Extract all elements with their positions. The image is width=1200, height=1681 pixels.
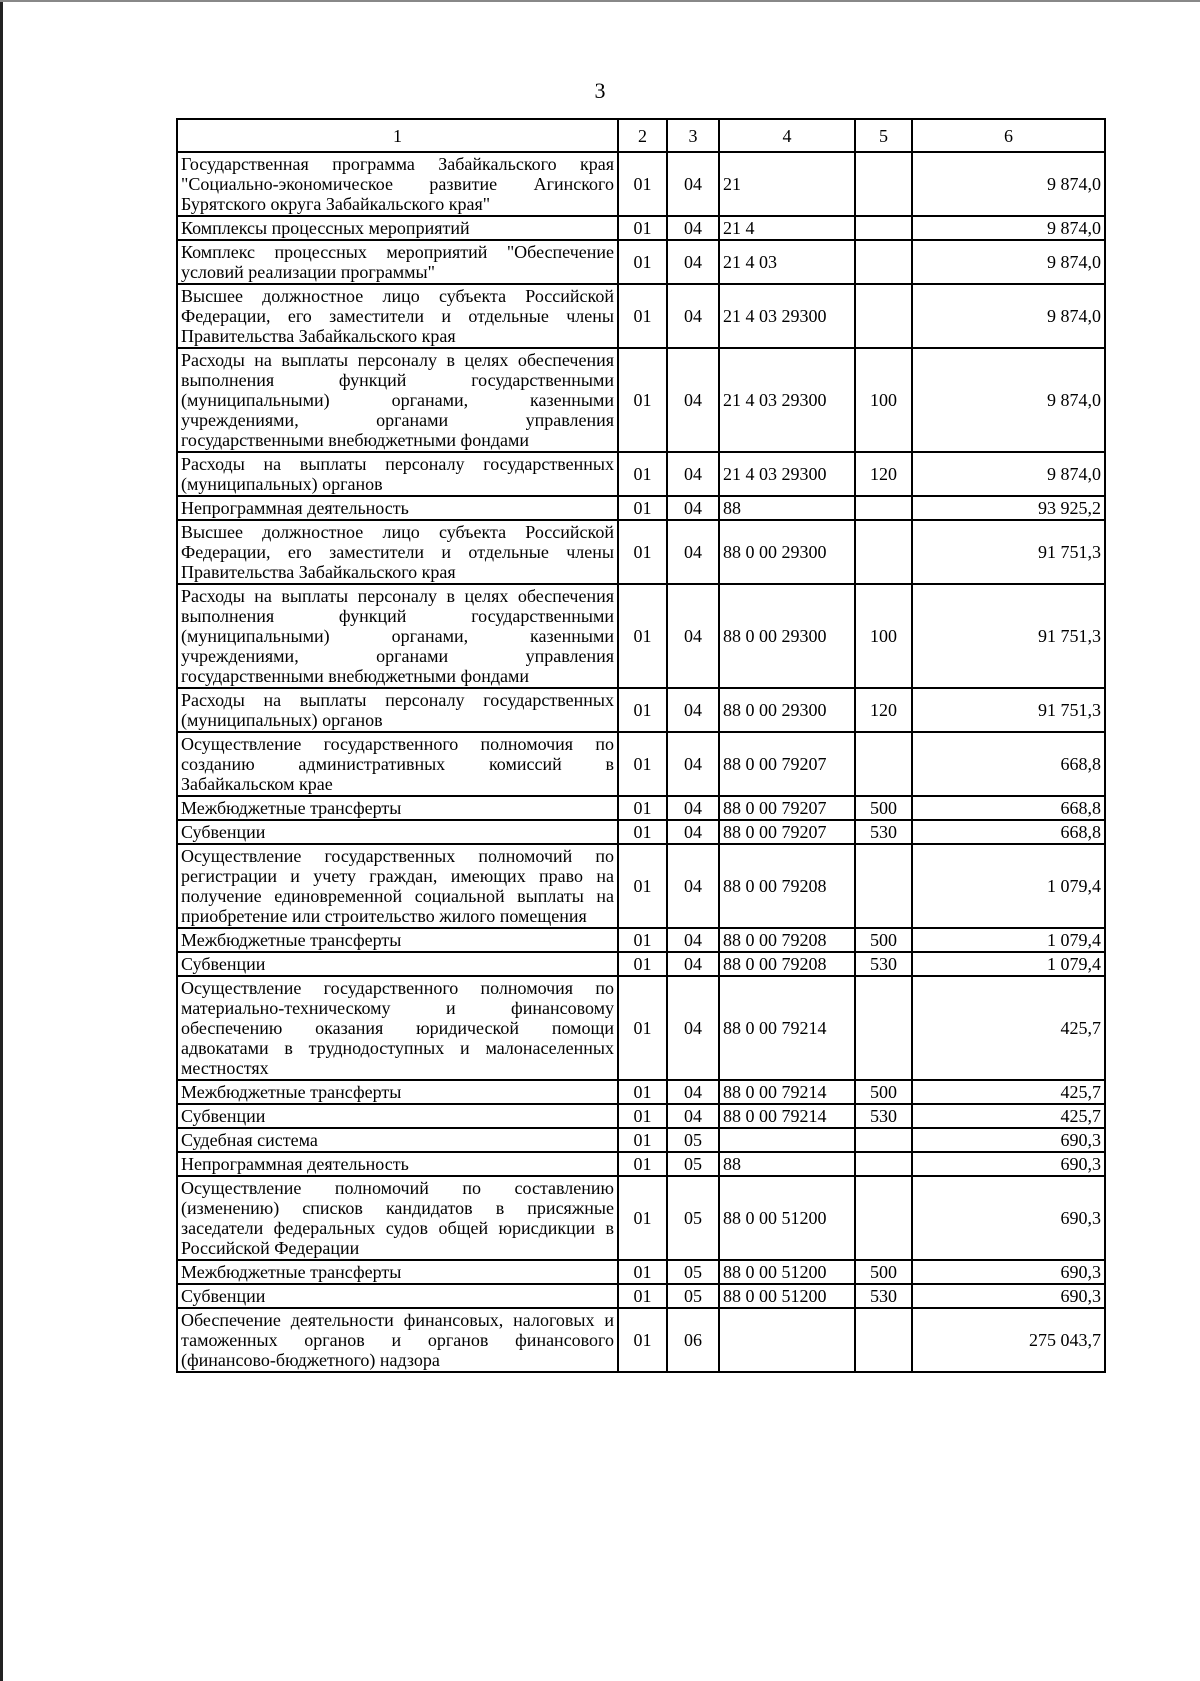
section-code-cell: 01	[618, 348, 667, 452]
target-article-cell: 88 0 00 79207	[719, 820, 855, 844]
target-article-cell: 21 4 03 29300	[719, 348, 855, 452]
amount-cell: 91 751,3	[912, 688, 1105, 732]
expense-type-cell	[855, 732, 912, 796]
column-header-6: 6	[912, 119, 1105, 152]
expense-type-cell	[855, 216, 912, 240]
amount-cell: 9 874,0	[912, 152, 1105, 216]
section-code-cell: 01	[618, 844, 667, 928]
amount-cell: 690,3	[912, 1128, 1105, 1152]
target-article-cell: 21 4 03 29300	[719, 284, 855, 348]
section-code-cell: 01	[618, 796, 667, 820]
amount-cell: 425,7	[912, 1104, 1105, 1128]
amount-cell: 690,3	[912, 1284, 1105, 1308]
table-row	[177, 216, 1105, 240]
expense-type-cell: 530	[855, 1284, 912, 1308]
amount-cell: 425,7	[912, 976, 1105, 1080]
target-article-cell: 88 0 00 79208	[719, 844, 855, 928]
table-row	[177, 284, 1105, 348]
table-row	[177, 240, 1105, 284]
section-code-cell: 01	[618, 732, 667, 796]
expense-type-cell: 100	[855, 584, 912, 688]
section-code-cell: 01	[618, 928, 667, 952]
subsection-code-cell: 04	[667, 952, 719, 976]
expense-name-cell: Непрограммная деятельность	[177, 496, 618, 520]
target-article-cell: 88 0 00 79208	[719, 928, 855, 952]
target-article-cell: 21 4 03	[719, 240, 855, 284]
amount-cell: 9 874,0	[912, 216, 1105, 240]
expense-name-cell: Высшее должностное лицо субъекта Российской Федерации, его заместители и отдельные члены Правительства Забайкальского края	[177, 284, 618, 348]
table-row	[177, 152, 1105, 216]
target-article-cell	[719, 1128, 855, 1152]
amount-cell: 275 043,7	[912, 1308, 1105, 1372]
subsection-code-cell: 04	[667, 496, 719, 520]
section-code-cell: 01	[618, 1080, 667, 1104]
expense-type-cell	[855, 1128, 912, 1152]
expense-type-cell	[855, 1176, 912, 1260]
expense-name-cell: Межбюджетные трансферты	[177, 1080, 618, 1104]
expense-type-cell	[855, 844, 912, 928]
target-article-cell: 88 0 00 79207	[719, 796, 855, 820]
amount-cell: 9 874,0	[912, 452, 1105, 496]
expense-type-cell: 120	[855, 452, 912, 496]
section-code-cell: 01	[618, 1176, 667, 1260]
expense-name-cell: Межбюджетные трансферты	[177, 1260, 618, 1284]
expense-type-cell	[855, 152, 912, 216]
subsection-code-cell: 04	[667, 152, 719, 216]
table-header-row	[177, 119, 1105, 152]
expense-type-cell	[855, 284, 912, 348]
table-row	[177, 348, 1105, 452]
expense-name-cell: Судебная система	[177, 1128, 618, 1152]
subsection-code-cell: 04	[667, 976, 719, 1080]
subsection-code-cell: 05	[667, 1128, 719, 1152]
amount-cell: 425,7	[912, 1080, 1105, 1104]
table-row	[177, 1128, 1105, 1152]
amount-cell: 690,3	[912, 1176, 1105, 1260]
section-code-cell: 01	[618, 688, 667, 732]
amount-cell: 93 925,2	[912, 496, 1105, 520]
column-header-5: 5	[855, 119, 912, 152]
target-article-cell: 88	[719, 496, 855, 520]
expense-type-cell: 120	[855, 688, 912, 732]
subsection-code-cell: 04	[667, 216, 719, 240]
table-row	[177, 452, 1105, 496]
table-row	[177, 584, 1105, 688]
table-row	[177, 976, 1105, 1080]
section-code-cell: 01	[618, 496, 667, 520]
scan-border-left	[0, 0, 3, 1681]
section-code-cell: 01	[618, 952, 667, 976]
amount-cell: 91 751,3	[912, 584, 1105, 688]
section-code-cell: 01	[618, 240, 667, 284]
expense-type-cell: 530	[855, 820, 912, 844]
subsection-code-cell: 06	[667, 1308, 719, 1372]
subsection-code-cell: 05	[667, 1284, 719, 1308]
expense-name-cell: Комплексы процессных мероприятий	[177, 216, 618, 240]
expense-type-cell	[855, 1152, 912, 1176]
table-row	[177, 1260, 1105, 1284]
section-code-cell: 01	[618, 976, 667, 1080]
subsection-code-cell: 04	[667, 732, 719, 796]
amount-cell: 9 874,0	[912, 284, 1105, 348]
subsection-code-cell: 04	[667, 844, 719, 928]
section-code-cell: 01	[618, 452, 667, 496]
section-code-cell: 01	[618, 1128, 667, 1152]
table-row	[177, 520, 1105, 584]
section-code-cell: 01	[618, 820, 667, 844]
section-code-cell: 01	[618, 152, 667, 216]
subsection-code-cell: 05	[667, 1152, 719, 1176]
table-row	[177, 928, 1105, 952]
amount-cell: 1 079,4	[912, 844, 1105, 928]
expense-name-cell: Субвенции	[177, 952, 618, 976]
target-article-cell: 88 0 00 29300	[719, 584, 855, 688]
table-row	[177, 952, 1105, 976]
section-code-cell: 01	[618, 1260, 667, 1284]
column-header-2: 2	[618, 119, 667, 152]
table-row	[177, 1284, 1105, 1308]
expense-type-cell	[855, 976, 912, 1080]
table-row	[177, 1152, 1105, 1176]
target-article-cell: 88 0 00 51200	[719, 1176, 855, 1260]
table-row	[177, 796, 1105, 820]
table-row	[177, 688, 1105, 732]
section-code-cell: 01	[618, 584, 667, 688]
amount-cell: 9 874,0	[912, 348, 1105, 452]
target-article-cell: 88 0 00 51200	[719, 1260, 855, 1284]
target-article-cell: 88	[719, 1152, 855, 1176]
expense-name-cell: Субвенции	[177, 1104, 618, 1128]
expense-name-cell: Обеспечение деятельности финансовых, налоговых и таможенных органов и органов финансового (финансово-бюджетного) надзора	[177, 1308, 618, 1372]
subsection-code-cell: 05	[667, 1176, 719, 1260]
page-number: 3	[594, 78, 606, 103]
expense-name-cell: Непрограммная деятельность	[177, 1152, 618, 1176]
budget-table	[176, 118, 1106, 1373]
subsection-code-cell: 04	[667, 520, 719, 584]
subsection-code-cell: 04	[667, 240, 719, 284]
target-article-cell: 88 0 00 51200	[719, 1284, 855, 1308]
target-article-cell: 21	[719, 152, 855, 216]
subsection-code-cell: 04	[667, 820, 719, 844]
amount-cell: 1 079,4	[912, 952, 1105, 976]
table-row	[177, 1104, 1105, 1128]
target-article-cell: 88 0 00 79214	[719, 1104, 855, 1128]
expense-name-cell: Расходы на выплаты персоналу государственных (муниципальных) органов	[177, 688, 618, 732]
target-article-cell: 21 4	[719, 216, 855, 240]
amount-cell: 91 751,3	[912, 520, 1105, 584]
expense-type-cell: 500	[855, 1080, 912, 1104]
subsection-code-cell: 05	[667, 1260, 719, 1284]
target-article-cell: 88 0 00 79214	[719, 1080, 855, 1104]
amount-cell: 1 079,4	[912, 928, 1105, 952]
amount-cell: 690,3	[912, 1152, 1105, 1176]
expense-type-cell	[855, 240, 912, 284]
expense-name-cell: Межбюджетные трансферты	[177, 796, 618, 820]
section-code-cell: 01	[618, 284, 667, 348]
target-article-cell	[719, 1308, 855, 1372]
target-article-cell: 88 0 00 29300	[719, 520, 855, 584]
expense-name-cell: Субвенции	[177, 1284, 618, 1308]
table-row	[177, 1308, 1105, 1372]
expense-type-cell: 500	[855, 1260, 912, 1284]
expense-name-cell: Расходы на выплаты персоналу в целях обеспечения выполнения функций государственными (муниципальными) органами, казенными учреждениями, органами управления государственными внебюджетными фондами	[177, 584, 618, 688]
section-code-cell: 01	[618, 520, 667, 584]
subsection-code-cell: 04	[667, 1104, 719, 1128]
amount-cell: 668,8	[912, 732, 1105, 796]
target-article-cell: 88 0 00 79207	[719, 732, 855, 796]
table-body	[177, 152, 1105, 1372]
subsection-code-cell: 04	[667, 688, 719, 732]
expense-name-cell: Осуществление полномочий по составлению (изменению) списков кандидатов в присяжные заседатели федеральных судов общей юрисдикции в Российской Федерации	[177, 1176, 618, 1260]
column-header-3: 3	[667, 119, 719, 152]
section-code-cell: 01	[618, 216, 667, 240]
amount-cell: 690,3	[912, 1260, 1105, 1284]
target-article-cell: 88 0 00 29300	[719, 688, 855, 732]
scan-border-top	[0, 0, 1200, 2]
section-code-cell: 01	[618, 1284, 667, 1308]
column-header-4: 4	[719, 119, 855, 152]
expense-type-cell: 530	[855, 1104, 912, 1128]
expense-name-cell: Субвенции	[177, 820, 618, 844]
subsection-code-cell: 04	[667, 796, 719, 820]
expense-type-cell: 500	[855, 796, 912, 820]
subsection-code-cell: 04	[667, 1080, 719, 1104]
section-code-cell: 01	[618, 1152, 667, 1176]
table-row	[177, 732, 1105, 796]
expense-name-cell: Межбюджетные трансферты	[177, 928, 618, 952]
expense-name-cell: Осуществление государственного полномочия по созданию административных комиссий в Забайкальском крае	[177, 732, 618, 796]
expense-type-cell: 100	[855, 348, 912, 452]
expense-type-cell: 530	[855, 952, 912, 976]
amount-cell: 668,8	[912, 820, 1105, 844]
expense-name-cell: Расходы на выплаты персоналу в целях обеспечения выполнения функций государственными (муниципальными) органами, казенными учреждениями, органами управления государственными внебюджетными фондами	[177, 348, 618, 452]
expense-name-cell: Осуществление государственных полномочий по регистрации и учету граждан, имеющих право на получение единовременной социальной выплаты на приобретение или строительство жилого помещения	[177, 844, 618, 928]
table-row	[177, 844, 1105, 928]
table-row	[177, 1080, 1105, 1104]
section-code-cell: 01	[618, 1104, 667, 1128]
table-row	[177, 1176, 1105, 1260]
amount-cell: 9 874,0	[912, 240, 1105, 284]
expense-type-cell: 500	[855, 928, 912, 952]
table-row	[177, 820, 1105, 844]
subsection-code-cell: 04	[667, 284, 719, 348]
table-row	[177, 496, 1105, 520]
subsection-code-cell: 04	[667, 348, 719, 452]
expense-type-cell	[855, 520, 912, 584]
subsection-code-cell: 04	[667, 452, 719, 496]
expense-name-cell: Осуществление государственного полномочия по материально-техническому и финансовому обеспечению оказания юридической помощи адвокатами в труднодоступных и малонаселенных местностях	[177, 976, 618, 1080]
expense-name-cell: Высшее должностное лицо субъекта Российской Федерации, его заместители и отдельные члены Правительства Забайкальского края	[177, 520, 618, 584]
target-article-cell: 88 0 00 79208	[719, 952, 855, 976]
target-article-cell: 88 0 00 79214	[719, 976, 855, 1080]
expense-type-cell	[855, 1308, 912, 1372]
section-code-cell: 01	[618, 1308, 667, 1372]
amount-cell: 668,8	[912, 796, 1105, 820]
subsection-code-cell: 04	[667, 584, 719, 688]
target-article-cell: 21 4 03 29300	[719, 452, 855, 496]
column-header-1: 1	[177, 119, 618, 152]
subsection-code-cell: 04	[667, 928, 719, 952]
expense-name-cell: Государственная программа Забайкальского края "Социально-экономическое развитие Агинского Бурятского округа Забайкальского края"	[177, 152, 618, 216]
expense-name-cell: Комплекс процессных мероприятий "Обеспечение условий реализации программы"	[177, 240, 618, 284]
expense-type-cell	[855, 496, 912, 520]
expense-name-cell: Расходы на выплаты персоналу государственных (муниципальных) органов	[177, 452, 618, 496]
